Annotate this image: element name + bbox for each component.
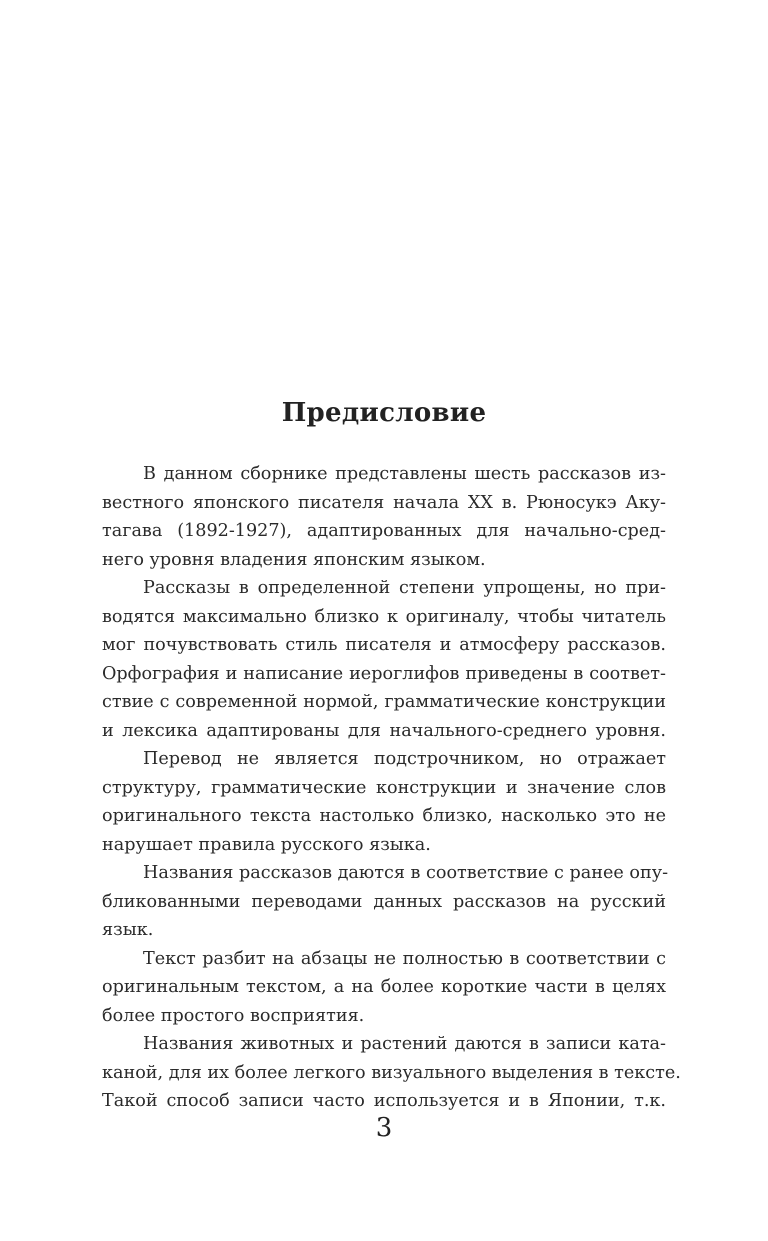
text-line: водятся максимально близко к оригиналу, чтобы читатель	[102, 606, 666, 627]
preface-text	[102, 460, 681, 1116]
paragraph-1	[102, 460, 666, 574]
paragraph-4	[102, 859, 669, 945]
text-line: мог почувствовать стиль писателя и атмосферу рассказов.	[102, 635, 666, 655]
text-line: бликованными переводами данных рассказов на русский	[102, 891, 666, 912]
text-line: Рассказы в определенной степени упрощены, но при-	[143, 578, 666, 598]
text-line: язык.	[102, 920, 154, 940]
text-line: и лексика адаптированы для начального-среднего уровня.	[102, 720, 666, 741]
text-line: тагава (1892-1927), адаптированных для начально-сред-	[102, 521, 666, 541]
text-line: Названия животных и растений даются в записи ката-	[143, 1034, 666, 1054]
text-line: Названия рассказов даются в соответствие с ранее опу-	[143, 863, 669, 883]
page-number: 3	[375, 1113, 393, 1143]
text-line: него уровня владения японским языком.	[102, 549, 486, 570]
text-line: В данном сборнике представлены шесть рассказов из-	[143, 464, 666, 484]
text-line: оригинального текста настолько близко, насколько это не	[102, 806, 666, 826]
text-line: Текст разбит на абзацы не полностью в соответствии с	[143, 948, 666, 969]
text-line: нарушает правила русского языка.	[102, 834, 431, 855]
paragraph-5	[102, 945, 666, 1031]
page-title: Предисловие	[281, 398, 487, 428]
text-line: Такой способ записи часто используется и в Японии, т.к.	[102, 1091, 666, 1111]
text-line: структуру, грамматические конструкции и значение слов	[102, 777, 666, 798]
text-line: ствие с современной нормой, грамматические конструкции	[102, 692, 666, 712]
text-line: оригинальным текстом, а на более короткие части в целях	[102, 977, 666, 997]
paragraph-2	[102, 574, 666, 745]
text-line: Перевод не является подстрочником, но отражает	[143, 749, 666, 769]
text-line: вестного японского писателя начала XX в. Рюносукэ Аку-	[102, 492, 666, 513]
text-line: каной, для их более легкого визуального выделения в тексте.	[102, 1062, 681, 1083]
text-line: Орфография и написание иероглифов приведены в соответ-	[102, 663, 666, 684]
paragraph-6	[102, 1030, 681, 1116]
text-line: более простого восприятия.	[102, 1005, 365, 1026]
paragraph-3	[102, 745, 666, 859]
